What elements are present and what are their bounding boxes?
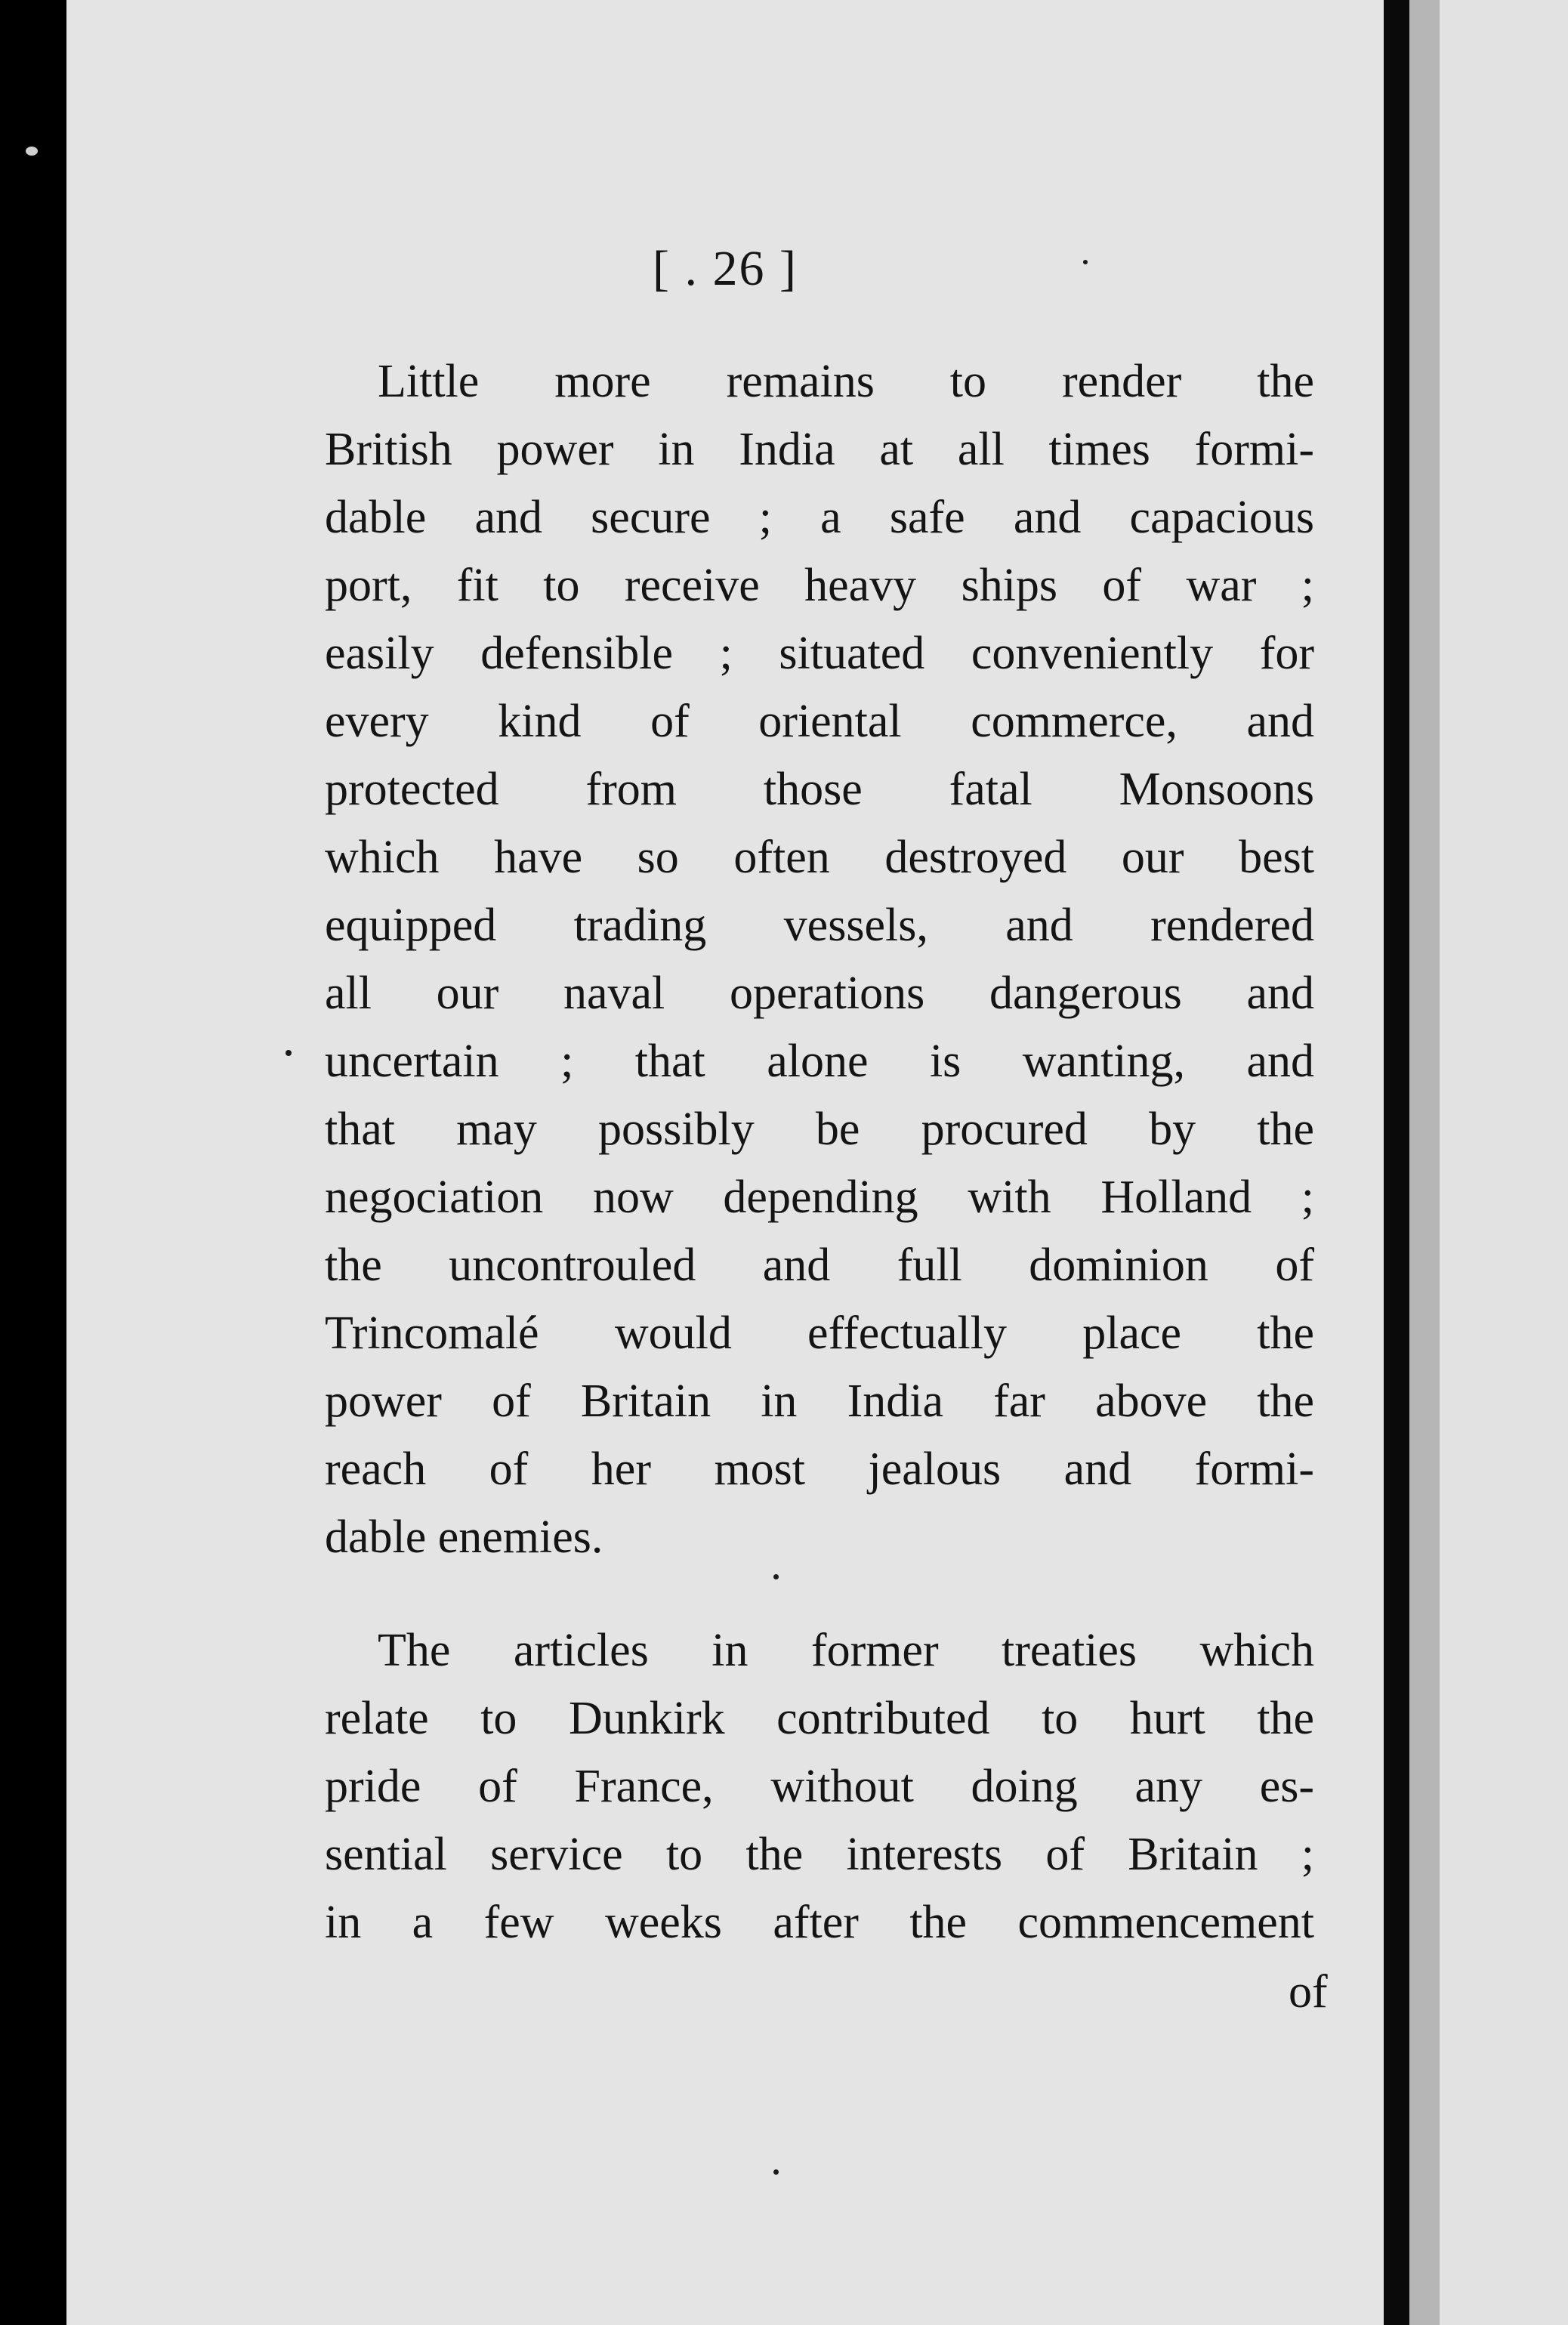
facing-page-shadow: [1409, 0, 1440, 2325]
text-line: that may possibly be procured by the: [325, 1104, 1314, 1155]
text-line: British power in India at all times formi-: [325, 424, 1314, 475]
text-line: negociation now depending with Holland ;: [325, 1172, 1314, 1223]
text-line: easily defensible ; situated conveniently for: [325, 628, 1314, 679]
text-line: dable and secure ; a safe and capacious: [325, 492, 1314, 543]
text-line: Trincomalé would effectually place the: [325, 1308, 1314, 1359]
text-line: power of Britain in India far above the: [325, 1376, 1314, 1427]
text-line: relate to Dunkirk contributed to hurt the: [325, 1693, 1314, 1744]
text-line: dable enemies.: [325, 1511, 603, 1563]
text-line: Little more remains to render the: [378, 356, 1314, 407]
text-line: uncertain ; that alone is wanting, and: [325, 1036, 1314, 1087]
text-line: in a few weeks after the commencement: [325, 1897, 1314, 1948]
text-line: port, fit to receive heavy ships of war ;: [325, 560, 1314, 611]
text-line: all our naval operations dangerous and: [325, 968, 1314, 1019]
text-line: reach of her most jealous and formi-: [325, 1443, 1314, 1495]
text-line: sential service to the interests of Britain ;: [325, 1829, 1314, 1880]
text-line: The articles in former treaties which: [378, 1625, 1314, 1676]
ink-speck: [773, 2169, 779, 2175]
catchword: of: [1289, 1966, 1328, 2018]
scan-left-border: [0, 0, 66, 2325]
text-line: equipped trading vessels, and rendered: [325, 900, 1314, 951]
text-line: pride of France, without doing any es-: [325, 1761, 1314, 1812]
ink-speck: [773, 1574, 779, 1579]
scan-speck: [26, 147, 38, 156]
page-number: [ . 26 ]: [653, 241, 798, 296]
text-line: every kind of oriental commerce, and: [325, 696, 1314, 747]
page-gutter: [1384, 0, 1409, 2325]
ink-speck: [1083, 260, 1088, 264]
book-page: [66, 0, 1384, 2325]
text-line: which have so often destroyed our best: [325, 832, 1314, 883]
ink-speck: [286, 1050, 292, 1056]
text-line: protected from those fatal Monsoons: [325, 764, 1314, 815]
text-line: the uncontrouled and full dominion of: [325, 1240, 1314, 1291]
